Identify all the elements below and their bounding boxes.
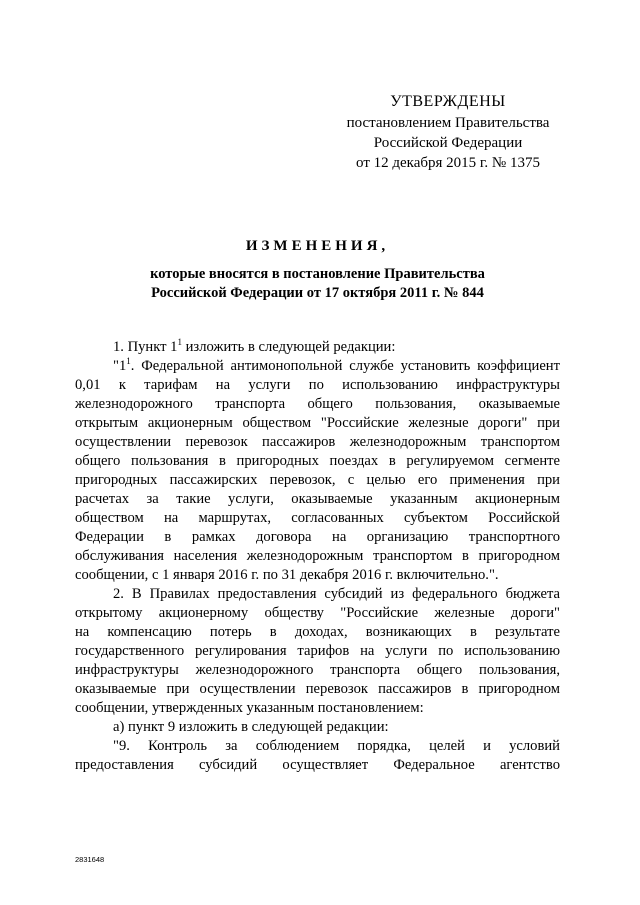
document-subtitle: [75, 265, 560, 303]
paragraph-2: [75, 357, 560, 585]
p2-line: общего пользования в пригородных поездах в регулируемом сегменте: [75, 453, 560, 469]
p3-line: инфраструктуры железнодорожного транспорта общего пользования,: [75, 662, 560, 678]
p2-line: обслуживания населения железнодорожным транспортом в пригородном: [75, 548, 560, 564]
p2-text-start: "1: [113, 358, 127, 374]
subtitle-line-1: которые вносятся в постановление Правительства: [150, 266, 485, 282]
p3-line: на компенсацию потерь в доходах, возникающих в результате: [75, 624, 560, 640]
p1-text-end: изложить в следующей редакции:: [181, 339, 396, 355]
p2-line: железнодорожного транспорта общего пользования, оказываемые: [75, 396, 560, 412]
p2-line: обществом на маршрутах, согласованных субъектом Российской: [75, 510, 560, 526]
document-number: 2831648: [75, 855, 105, 864]
document-body: [75, 338, 560, 775]
p5-line: предоставления субсидий осуществляет Федеральное агентство: [75, 757, 560, 773]
p2-line-first: [75, 357, 560, 376]
p1-superscript: 1: [177, 337, 182, 347]
p1-text-start: 1. Пункт 1: [113, 339, 178, 355]
paragraph-3: [75, 585, 560, 718]
p2-line: пригородных пассажирских перевозок, с целью его применения при: [75, 472, 560, 488]
p5-line-first: "9. Контроль за соблюдением порядка, целей и условий: [113, 738, 560, 754]
p3-line: оказываемые при осуществлении перевозок пассажиров в пригородном: [75, 681, 560, 697]
p2-text-first: . Федеральной антимонопольной службе установить коэффициент: [130, 358, 560, 374]
approval-block: [340, 92, 556, 173]
approval-line-2: Российской Федерации: [373, 135, 523, 151]
document-title: ИЗМЕНЕНИЯ,: [245, 238, 390, 254]
p2-line: осуществлении перевозок пассажиров железнодорожным транспортом: [75, 434, 560, 450]
paragraph-5: [75, 737, 560, 775]
p2-line: расчетах за такие услуги, оказываемые указанным акционерным: [75, 491, 560, 507]
p2-line-last: сообщении, с 1 января 2016 г. по 31 декабря 2016 г. включительно.".: [75, 567, 499, 583]
approval-heading: УТВЕРЖДЕНЫ: [390, 93, 506, 110]
p2-line: 0,01 к тарифам на услуги по использованию инфраструктуры: [75, 377, 560, 393]
approval-line-3: от 12 декабря 2015 г. № 1375: [356, 155, 540, 171]
paragraph-1: [75, 338, 560, 357]
p3-line-first: 2. В Правилах предоставления субсидий из федерального бюджета: [113, 586, 560, 602]
p3-line: государственного регулирования тарифов на услуги по использованию: [75, 643, 560, 659]
approval-line-1: постановлением Правительства: [346, 115, 550, 131]
p2-line: Федерации в рамках договора на организацию транспортного: [75, 529, 560, 545]
p2-superscript: 1: [126, 356, 131, 366]
p3-line-last: сообщении, утвержденных указанным постановлением:: [75, 700, 424, 716]
p3-line: открытому акционерному обществу "Российские железные дороги": [75, 605, 560, 621]
paragraph-4: а) пункт 9 изложить в следующей редакции:: [113, 719, 389, 735]
p2-line: открытым акционерным обществом "Российские железные дороги" при: [75, 415, 560, 431]
subtitle-line-2: Российской Федерации от 17 октября 2011 г. № 844: [151, 285, 484, 301]
